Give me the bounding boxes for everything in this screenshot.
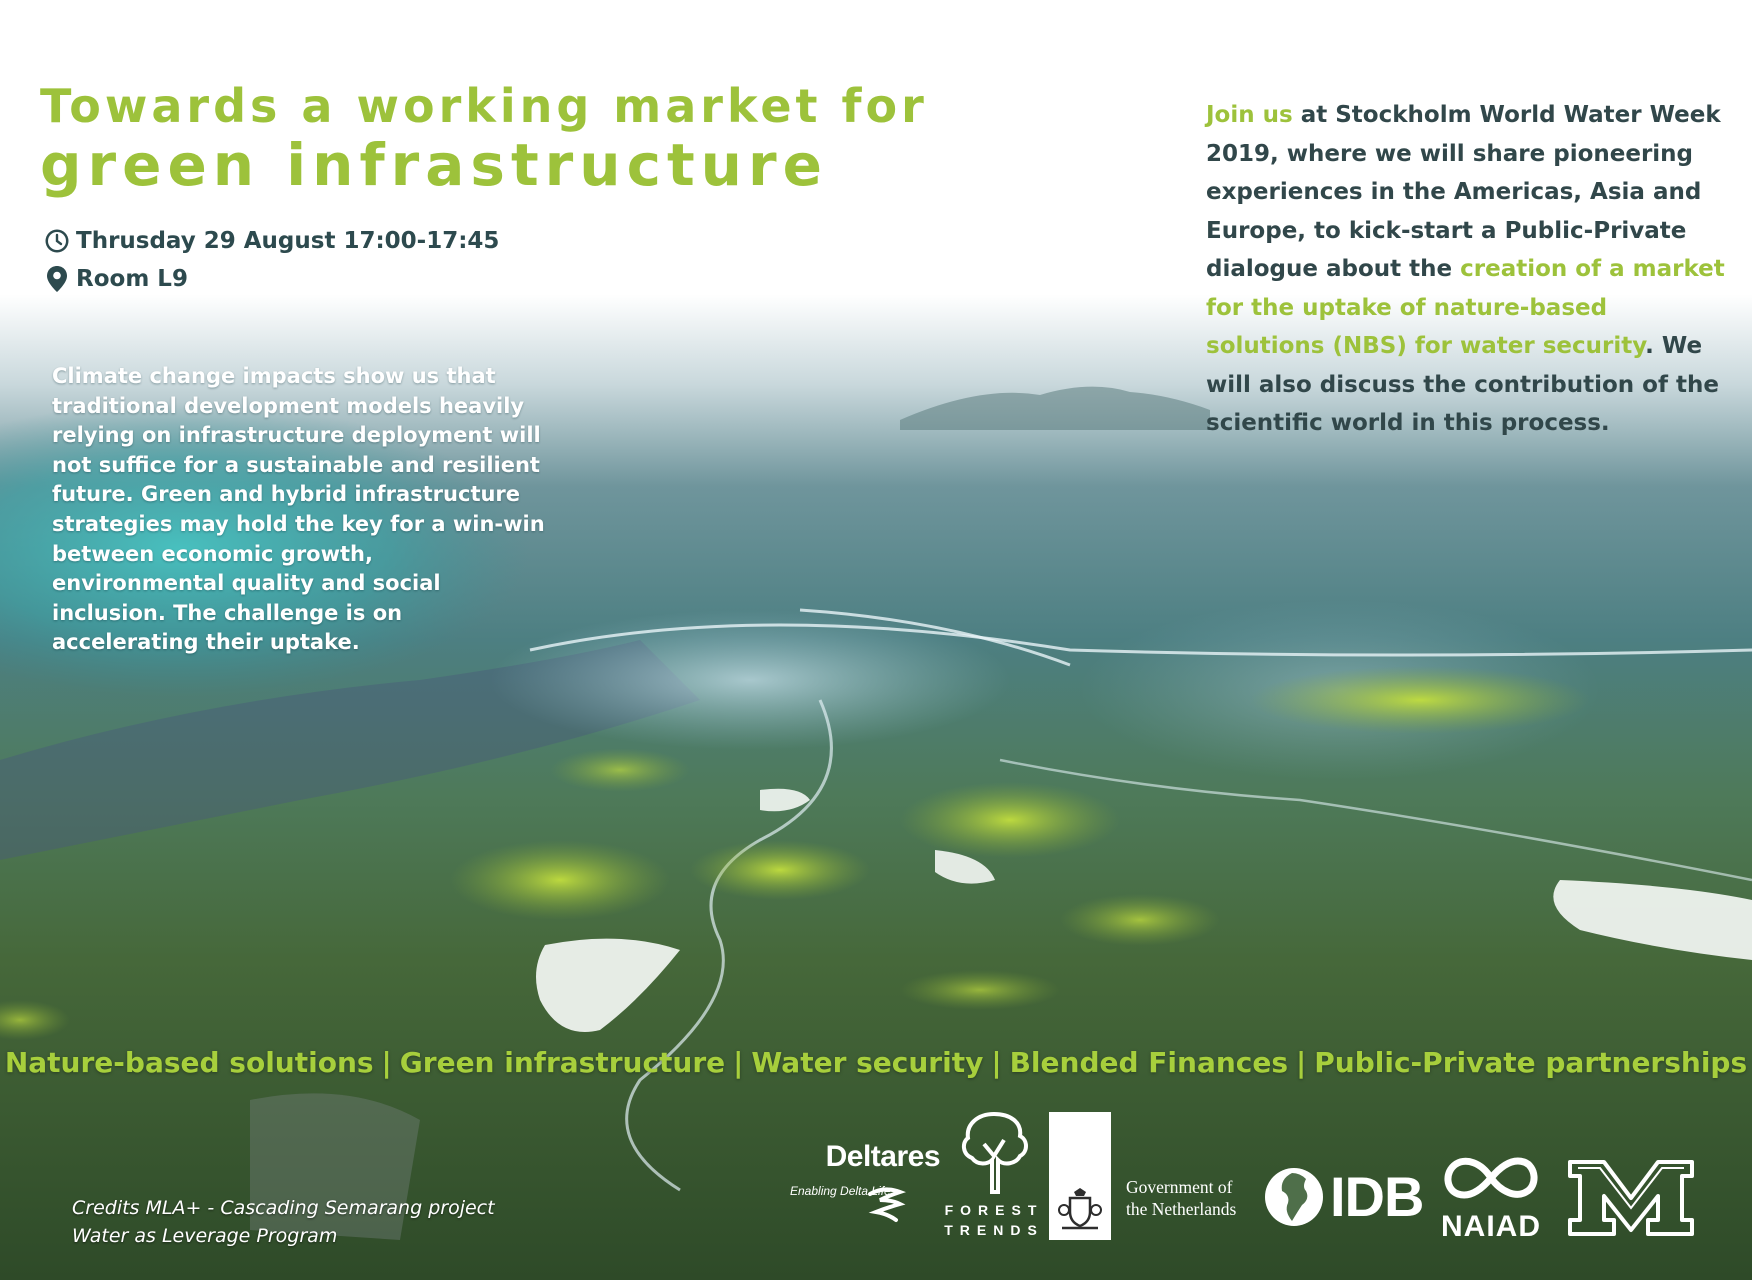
naiad-logo-name: NAIAD (1441, 1210, 1541, 1243)
netherlands-government-text (1126, 1176, 1236, 1220)
topic-tags (0, 1046, 1752, 1079)
netherlands-coat-of-arms-icon (1056, 1188, 1104, 1232)
credits-line-1: Credits MLA+ - Cascading Semarang project (72, 1197, 495, 1219)
intro-text-1: at Stockholm World Water Week 2019, where we will share pioneering experiences in the Americas, Asia and Europe, to kick-start a Public-Private dialogue about the (1206, 102, 1721, 282)
netherlands-government-banner (1049, 1112, 1111, 1240)
credits-line-2: Water as Leverage Program (72, 1225, 338, 1247)
climate-paragraph: Climate change impacts show us that traditional development models heavily relying on infrastructure deployment will not suffice for a sustainable and resilient future. Green and hybrid infrastructure strategies may hold the key for a win-win between economic growth, environmental quality and social inclusion. The challenge is on accelerating their uptake. (52, 364, 545, 655)
market-highlight: creation of a market for the uptake of nature-based solutions (NBS) for water security (1206, 256, 1725, 359)
join-us-highlight: Join us (1206, 102, 1293, 128)
deltares-logo-name: Deltares (825, 1140, 940, 1173)
idb-globe-icon (1262, 1165, 1326, 1229)
forest-trends-line-1: FOREST (944, 1202, 1044, 1218)
event-details (44, 222, 499, 298)
forest-trends-tree-icon (956, 1110, 1032, 1198)
tag-item: Blended Finances (1009, 1046, 1289, 1079)
block-m-icon (1566, 1158, 1696, 1238)
deltares-logo-tagline: Enabling Delta Life (790, 1184, 891, 1198)
event-title (40, 78, 928, 199)
gov-line-2: the Netherlands (1126, 1199, 1237, 1219)
map-pin-icon (44, 264, 70, 294)
idb-logo-name: IDB (1330, 1165, 1424, 1228)
room-row (44, 260, 499, 298)
intro-text-2: . We will also discuss the contribution of the scientific world in this process. (1206, 333, 1719, 436)
event-room: Room L9 (76, 266, 188, 292)
tag-item: Water security (751, 1046, 984, 1079)
forest-trends-line-2: TRENDS (944, 1222, 1044, 1238)
date-time-row (44, 222, 499, 260)
naiad-logo (1432, 1150, 1550, 1242)
tag-separator: | (733, 1046, 744, 1079)
image-credits (72, 1194, 495, 1250)
forest-trends-logo (944, 1110, 1044, 1240)
tag-item: Green infrastructure (399, 1046, 726, 1079)
tag-separator: | (1296, 1046, 1307, 1079)
clock-icon (44, 228, 70, 254)
title-line-1: Towards a working market for (40, 79, 928, 133)
gov-line-1: Government of (1126, 1177, 1233, 1197)
university-of-minnesota-logo (1566, 1158, 1696, 1238)
deltares-wave-icon (866, 1184, 906, 1224)
infinity-icon (1436, 1150, 1546, 1206)
idb-logo (1262, 1164, 1422, 1230)
deltares-logo (790, 1140, 940, 1236)
tag-item: Public-Private partnerships (1314, 1046, 1748, 1079)
intro-paragraph (1206, 96, 1726, 443)
event-date-time: Thrusday 29 August 17:00-17:45 (76, 228, 500, 254)
tag-item: Nature-based solutions (4, 1046, 374, 1079)
title-line-2: green infrastructure (40, 131, 828, 199)
tag-separator: | (381, 1046, 392, 1079)
tag-separator: | (991, 1046, 1002, 1079)
